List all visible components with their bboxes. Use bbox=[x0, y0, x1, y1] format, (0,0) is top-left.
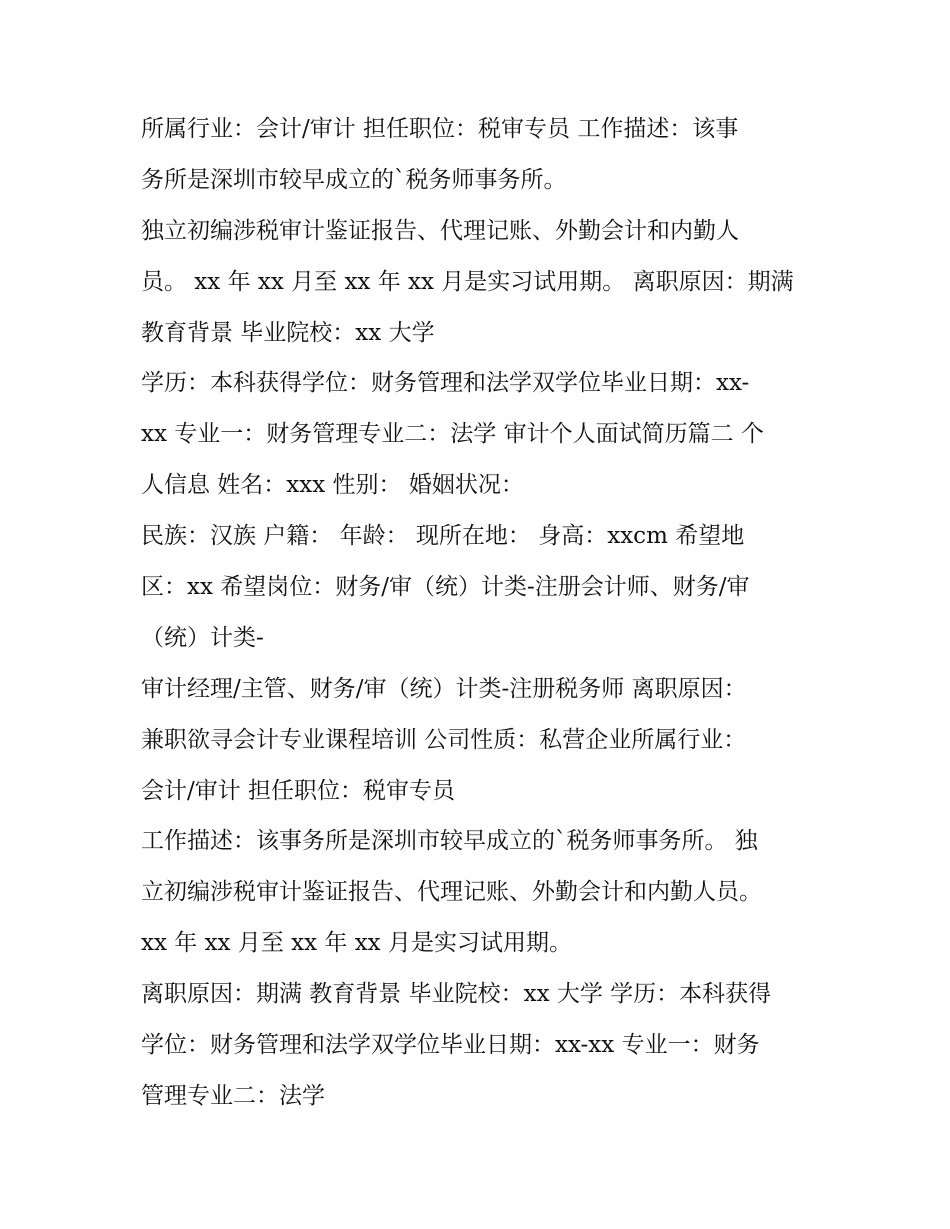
text-line: 离职原因：期满 教育背景 毕业院校：xx 大学 学历：本科获得 bbox=[141, 981, 772, 1008]
text-line: 会计/审计 担任职位：税审专员 bbox=[141, 777, 456, 804]
text-line: 学位：财务管理和法学双学位毕业日期：xx-xx 专业一：财务 bbox=[141, 1032, 760, 1059]
text-line: 所属行业：会计/审计 担任职位：税审专员 工作描述：该事 bbox=[141, 116, 739, 142]
text-line: 工作描述：该事务所是深圳市较早成立的`税务师事务所。 独 bbox=[141, 828, 758, 855]
text-line: 员。 xx 年 xx 月至 xx 年 xx 月是实习试用期。 离职原因：期满 bbox=[141, 268, 794, 295]
text-line: xx 年 xx 月至 xx 年 xx 月是实习试用期。 bbox=[141, 930, 572, 957]
text-line: 兼职欲寻会计专业课程培训 公司性质：私营企业所属行业： bbox=[141, 726, 747, 753]
text-line: 审计经理/主管、财务/审（统）计类-注册税务师 离职原因： bbox=[141, 675, 747, 702]
text-line: 务所是深圳市较早成立的`税务师事务所。 bbox=[141, 166, 567, 193]
text-line: 民族：汉族 户籍： 年龄： 现所在地： 身高：xxcm 希望地 bbox=[141, 523, 745, 550]
text-line: 独立初编涉税审计鉴证报告、代理记账、外勤会计和内勤人 bbox=[141, 217, 739, 244]
text-line: 人信息 姓名：xxx 性别： 婚姻状况： bbox=[141, 472, 524, 499]
text-line: （统）计类- bbox=[141, 624, 264, 651]
text-line: 学历：本科获得学位：财务管理和法学双学位毕业日期：xx- bbox=[141, 370, 750, 397]
document-body bbox=[141, 104, 821, 1122]
text-line: 区：xx 希望岗位：财务/审（统）计类-注册会计师、财务/审 bbox=[141, 574, 750, 601]
text-line: 立初编涉税审计鉴证报告、代理记账、外勤会计和内勤人员。 bbox=[141, 879, 762, 906]
text-line: 管理专业二：法学 bbox=[141, 1082, 325, 1109]
text-line: xx 专业一：财务管理专业二：法学 审计个人面试简历篇二 个 bbox=[141, 421, 764, 448]
text-line: 教育背景 毕业院校：xx 大学 bbox=[141, 319, 435, 346]
